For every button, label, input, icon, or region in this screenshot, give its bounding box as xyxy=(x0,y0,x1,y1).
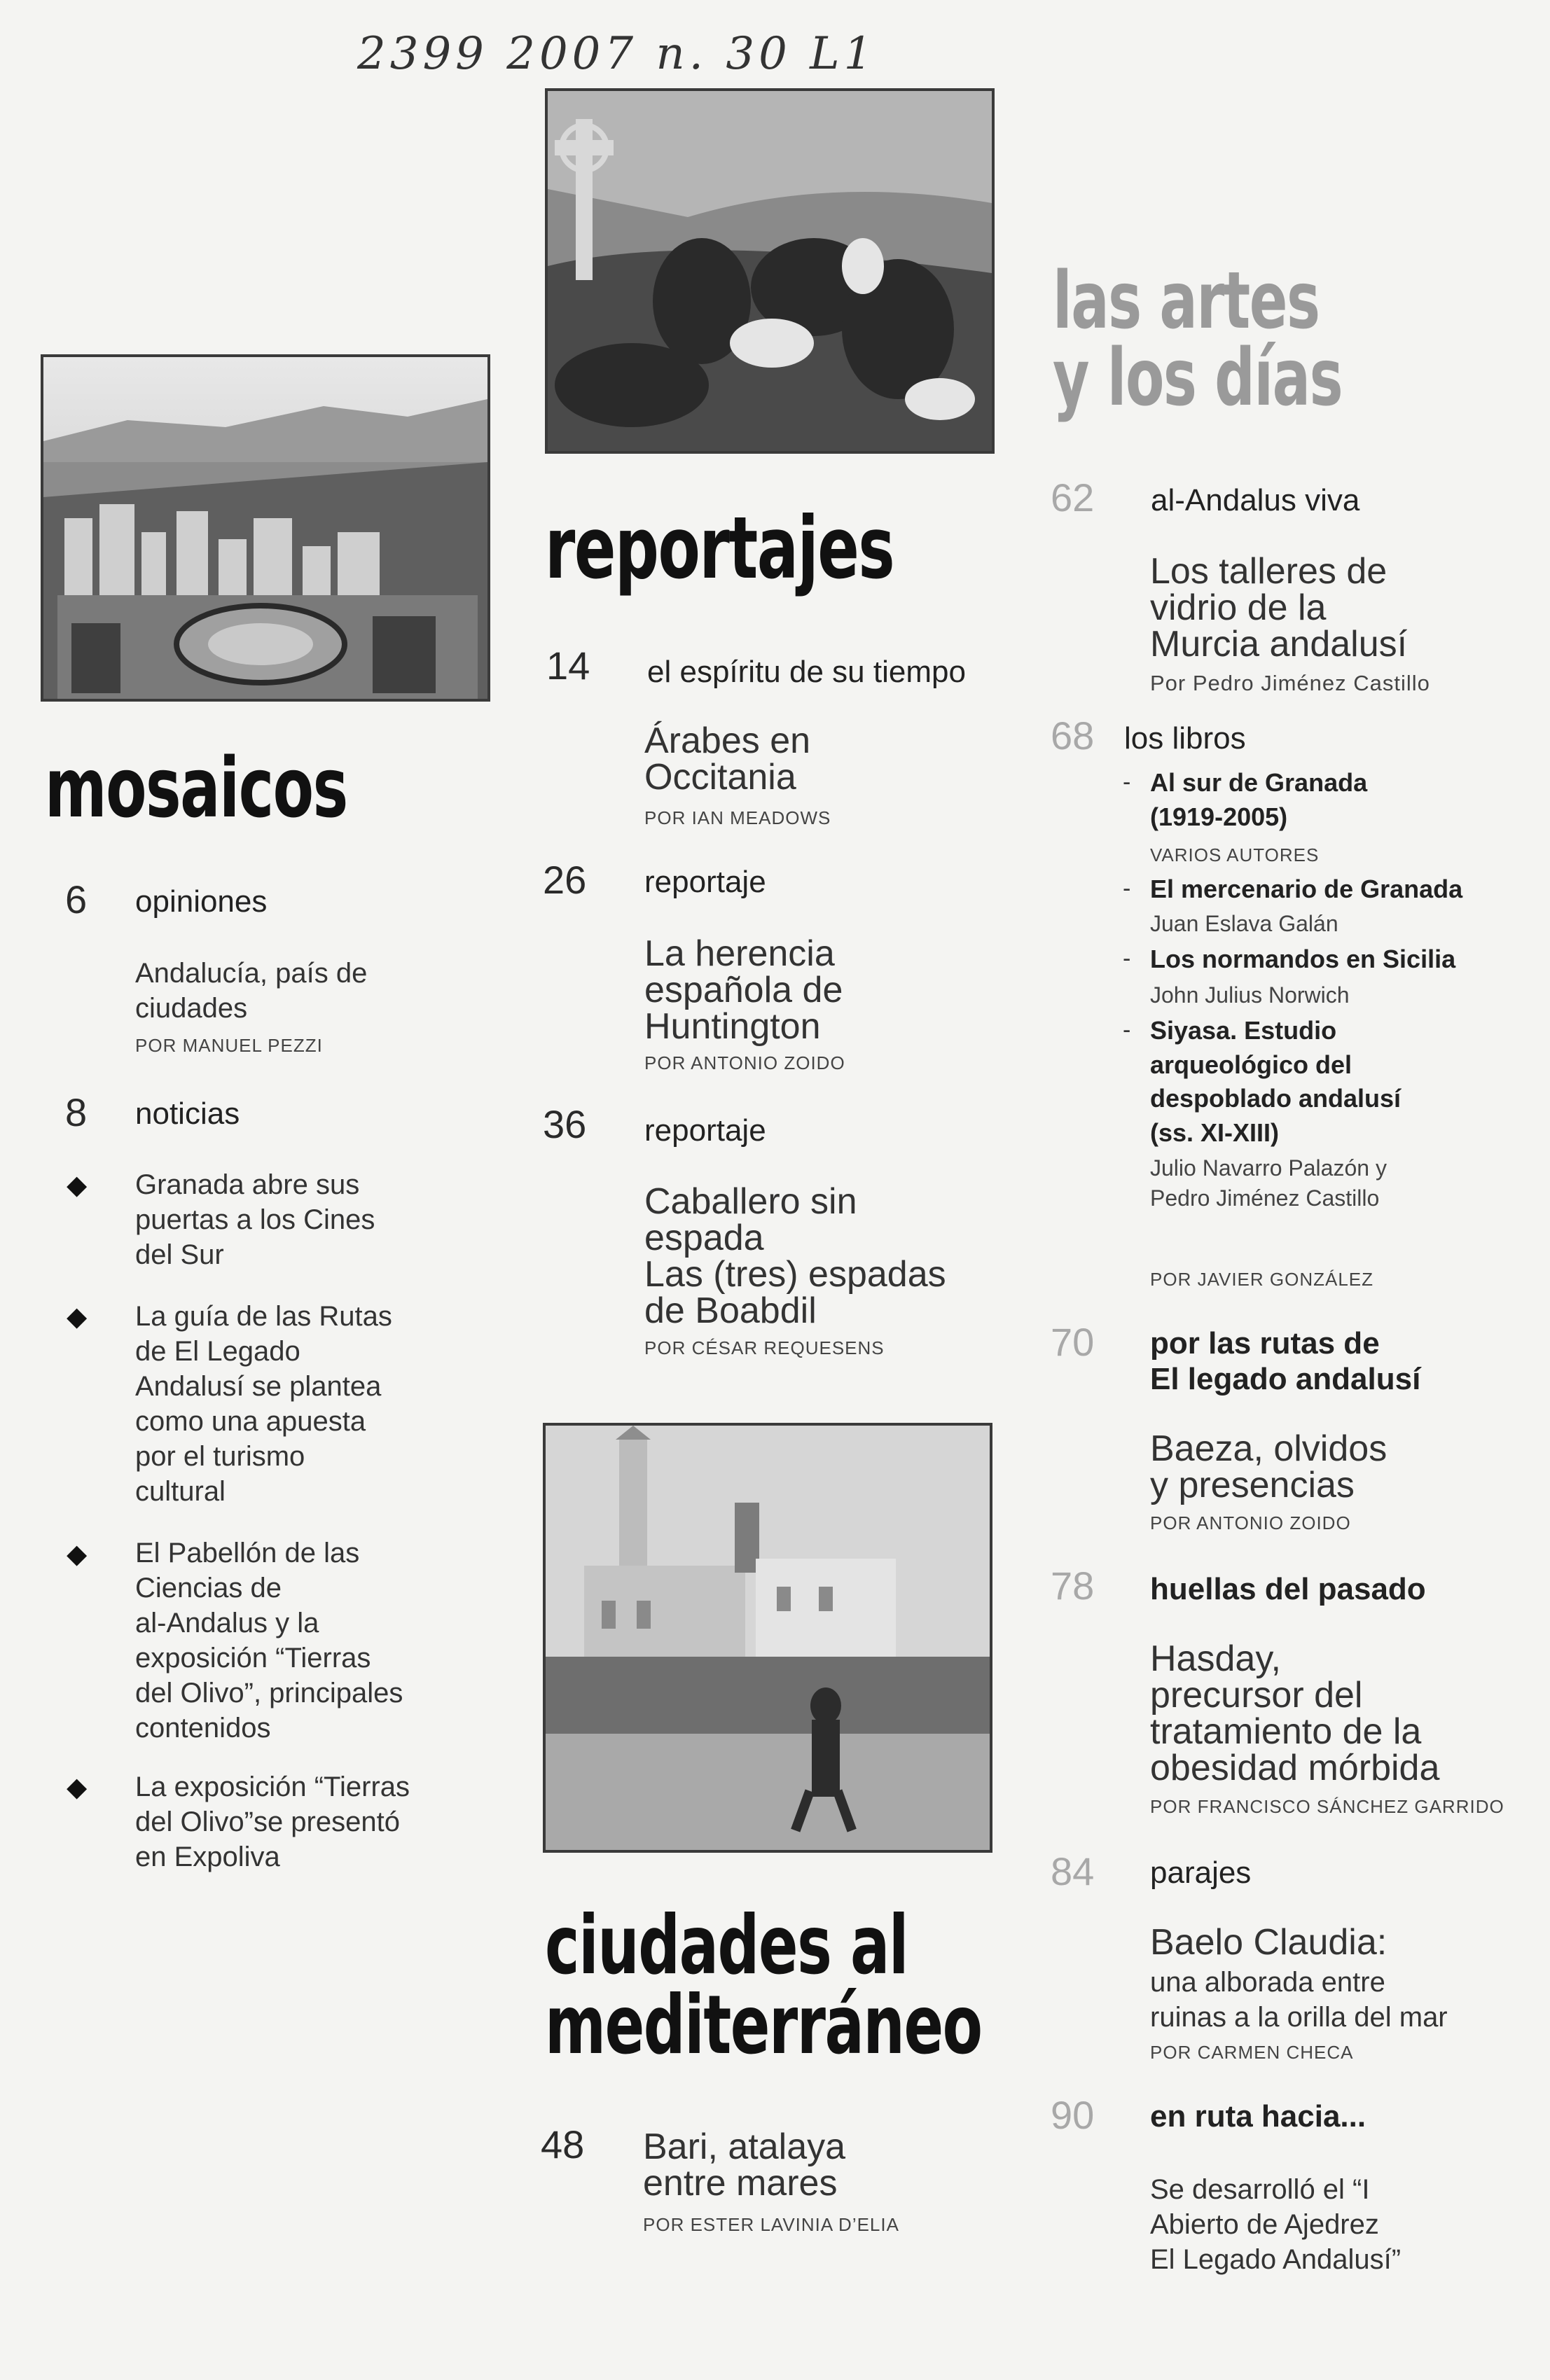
page-number-62: 62 xyxy=(1051,475,1095,520)
page-number-26: 26 xyxy=(543,858,587,902)
section-head-opiniones: opiniones xyxy=(135,884,268,919)
article-title-bari: Bari, atalaya entre mares xyxy=(643,2127,846,2204)
book-title: Al sur de Granada (1919-2005) xyxy=(1150,768,1368,831)
list-dash: - xyxy=(1123,875,1131,902)
page-number-6: 6 xyxy=(65,877,88,921)
page-number-70: 70 xyxy=(1051,1320,1095,1364)
section-head-libros: los libros xyxy=(1124,721,1246,756)
handwritten-note: 2399 2007 n. 30 L1 xyxy=(357,28,877,80)
section-title-ciudades: ciudades al mediterráneo xyxy=(545,1898,982,2073)
news-item: El Pabellón de las Ciencias de al-Andalus y la exposición “Tierras del Olivo”, principales contenidos xyxy=(135,1538,403,1744)
news-item: La guía de las Rutas de El Legado Andalusí se plantea como una apuesta por el turismo cultural xyxy=(135,1301,392,1507)
article-title-caballero: Caballero sin espada Las (tres) espadas de Boabdil xyxy=(644,1181,946,1331)
article-title-talleres: Los talleres de vidrio de la Murcia andalusí xyxy=(1150,551,1408,664)
article-body-ajedrez: Se desarrolló el “I Abierto de Ajedrez El Legado Andalusí” xyxy=(1150,2174,1402,2275)
byline-sanchez: POR FRANCISCO SÁNCHEZ GARRIDO xyxy=(1150,1796,1504,1817)
book-author: Juan Eslava Galán xyxy=(1150,911,1338,936)
article-title-arabes: Árabes en Occitania xyxy=(644,721,811,798)
section-title-artes: las artes y los días xyxy=(1053,256,1343,424)
byline-jimenez: Por Pedro Jiménez Castillo xyxy=(1150,671,1430,695)
news-item: Granada abre sus puertas a los Cines del Sur xyxy=(135,1169,375,1270)
article-title-baelo: Baelo Claudia: xyxy=(1150,1922,1388,1963)
page-number-90: 90 xyxy=(1051,2093,1095,2137)
article-title-baeza: Baeza, olvidos y presencias xyxy=(1150,1428,1388,1505)
bullet-icon: ◆ xyxy=(67,1171,88,1200)
section-head-en-ruta: en ruta hacia... xyxy=(1150,2099,1366,2134)
list-dash: - xyxy=(1123,769,1131,795)
news-item: La exposición “Tierras del Olivo”se presentó en Expoliva xyxy=(135,1772,410,1872)
page-number-14: 14 xyxy=(546,643,590,688)
book-title: Los normandos en Sicilia xyxy=(1150,945,1456,973)
section-head-espiritu: el espíritu de su tiempo xyxy=(647,655,966,689)
section-head-reportaje: reportaje xyxy=(644,865,766,899)
byline-delia: POR ESTER LAVINIA D’ELIA xyxy=(643,2214,899,2235)
byline-zoido: POR ANTONIO ZOIDO xyxy=(644,1052,845,1073)
page-number-84: 84 xyxy=(1051,1849,1095,1893)
bullet-icon: ◆ xyxy=(67,1302,88,1332)
list-dash: - xyxy=(1123,1017,1131,1043)
page-number-48: 48 xyxy=(541,2122,585,2166)
bari-street-photo xyxy=(543,1423,992,1853)
book-title: El mercenario de Granada xyxy=(1150,875,1463,903)
book-author: John Julius Norwich xyxy=(1150,982,1350,1008)
article-title-andalucia: Andalucía, país de ciudades xyxy=(135,958,368,1024)
byline-meadows: POR IAN MEADOWS xyxy=(644,807,831,828)
battle-painting-photo xyxy=(545,88,995,454)
byline-pezzi: POR MANUEL PEZZI xyxy=(135,1035,323,1056)
list-dash: - xyxy=(1123,945,1131,972)
page-number-36: 36 xyxy=(543,1102,587,1146)
section-head-parajes: parajes xyxy=(1150,1856,1252,1890)
page-number-8: 8 xyxy=(65,1090,88,1134)
article-title-hasday: Hasday, precursor del tratamiento de la obesidad mórbida xyxy=(1150,1638,1440,1788)
section-title-mosaicos: mosaicos xyxy=(45,739,347,836)
section-title-reportajes: reportajes xyxy=(545,499,894,598)
byline-requesens: POR CÉSAR REQUESENS xyxy=(644,1337,885,1358)
bullet-icon: ◆ xyxy=(67,1540,88,1569)
book-title: Siyasa. Estudio arqueológico del despoblado andalusí (ss. XI-XIII) xyxy=(1150,1016,1402,1147)
page-number-78: 78 xyxy=(1051,1564,1095,1608)
book-author: Julio Navarro Palazón y Pedro Jiménez Castillo xyxy=(1150,1155,1387,1211)
section-head-al-andalus-viva: al-Andalus viva xyxy=(1151,483,1360,517)
article-title-huntington: La herencia española de Huntington xyxy=(644,933,843,1047)
city-harbor-photo xyxy=(41,354,490,702)
section-head-huellas: huellas del pasado xyxy=(1150,1572,1426,1606)
bullet-icon: ◆ xyxy=(67,1773,88,1802)
byline-zoido-2: POR ANTONIO ZOIDO xyxy=(1150,1512,1351,1533)
byline-gonzalez: POR JAVIER GONZÁLEZ xyxy=(1150,1269,1374,1290)
page-number-68: 68 xyxy=(1051,714,1095,758)
byline-checa: POR CARMEN CHECA xyxy=(1150,2042,1354,2063)
section-head-rutas: por las rutas de El legado andalusí xyxy=(1150,1326,1421,1396)
book-author: VARIOS AUTORES xyxy=(1150,844,1320,865)
article-subtitle-baelo: una alborada entre ruinas a la orilla del mar xyxy=(1150,1967,1448,2033)
section-head-reportaje: reportaje xyxy=(644,1113,766,1148)
section-head-noticias: noticias xyxy=(135,1097,240,1131)
